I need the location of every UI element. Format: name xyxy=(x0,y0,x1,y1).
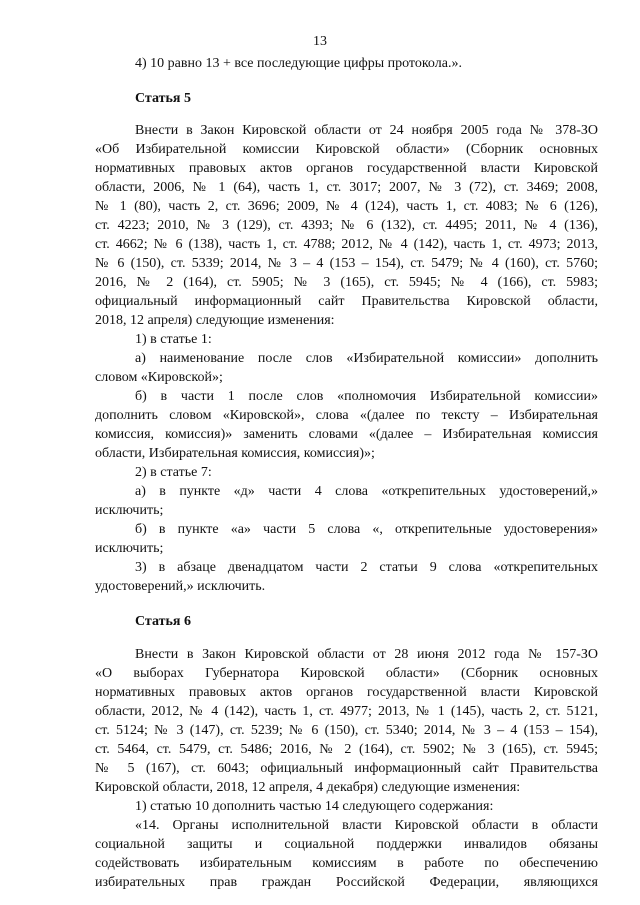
text-line: 2) в статье 7: xyxy=(135,465,212,480)
text-line: № 6 (150), ст. 5339; 2014, № 3 – 4 (153 – 154), ст. 5479; № 4 (160), ст. 5760; xyxy=(95,256,598,271)
text-line: исключить; xyxy=(95,541,164,556)
text-line: ст. 5464, ст. 5479, ст. 5486; 2016, № 2 (164), ст. 5902; № 3 (165), ст. 5945; xyxy=(95,742,598,757)
text-line: нормативных правовых актов органов государственной власти Кировской xyxy=(95,161,598,176)
text-line: комиссия, комиссия)» заменить словами «(далее – Избирательная комиссия xyxy=(95,427,598,442)
text-line: 1) в статье 1: xyxy=(135,332,212,347)
text-line: Внести в Закон Кировской области от 28 июня 2012 года № 157-ЗО xyxy=(135,647,598,662)
text-line: «Об Избирательной комиссии Кировской области» (Сборник основных xyxy=(95,142,598,157)
text-line: б) в пункте «а» части 5 слова «, открепительные удостоверения» xyxy=(135,522,598,537)
text-line: официальный информационный сайт Правительства Кировской области, xyxy=(95,294,598,309)
text-line: содействовать избирательным комиссиям в работе по обеспечению xyxy=(95,856,598,871)
text-line: удостоверений,» исключить. xyxy=(95,579,266,594)
text-line: 2018, 12 апреля) следующие изменения: xyxy=(95,313,335,328)
text-line: № 1 (80), часть 2, ст. 3696; 2009, № 4 (124), часть 1, ст. 4083; № 6 (126), xyxy=(95,199,598,214)
text-line: словом «Кировской»; xyxy=(95,370,223,385)
text-line: 4) 10 равно 13 + все последующие цифры протокола.». xyxy=(135,56,462,71)
text-line: ст. 5124; № 3 (147), ст. 5239; № 6 (150), ст. 5340; 2014, № 3 – 4 (153 – 154), xyxy=(95,723,598,738)
text-line: б) в части 1 после слов «полномочия Избирательной комиссии» xyxy=(135,389,598,404)
article-heading: Статья 5 xyxy=(135,91,191,106)
text-line: Внести в Закон Кировской области от 24 ноября 2005 года № 378-ЗО xyxy=(135,123,598,138)
text-line: 2016, № 2 (164), ст. 5905; № 3 (165), ст. 5945; № 4 (166), ст. 5983; xyxy=(95,275,598,290)
text-line: исключить; xyxy=(95,503,164,518)
text-line: № 5 (167), ст. 6043; официальный информационный сайт Правительства xyxy=(95,761,598,776)
text-line: избирательных прав граждан Российской Федерации, являющихся xyxy=(95,875,598,890)
text-line: области, 2012, № 4 (142), часть 1, ст. 4977; 2013, № 1 (145), часть 2, ст. 5121, xyxy=(95,704,598,719)
text-line: дополнить словом «Кировской», слова «(далее по тексту – Избирательная xyxy=(95,408,598,423)
text-line: 3) в абзаце двенадцатом части 2 статьи 9 слова «открепительных xyxy=(135,560,598,575)
text-line: Кировской области, 2018, 12 апреля, 4 декабря) следующие изменения: xyxy=(95,780,521,795)
text-line: нормативных правовых актов органов государственной власти Кировской xyxy=(95,685,598,700)
article-heading: Статья 6 xyxy=(135,614,191,629)
text-line: а) наименование после слов «Избирательной комиссии» дополнить xyxy=(135,351,598,366)
text-line: ст. 4223; 2010, № 3 (129), ст. 4393; № 6 (132), ст. 4495; 2011, № 4 (136), xyxy=(95,218,598,233)
text-line: области, Избирательная комиссия, комиссия)»; xyxy=(95,446,375,461)
page-number: 13 xyxy=(313,34,327,49)
text-line: социальной защиты и социальной поддержки инвалидов обязаны xyxy=(95,837,598,852)
text-line: области, 2006, № 1 (64), часть 1, ст. 3017; 2007, № 3 (72), ст. 3469; 2008, xyxy=(95,180,598,195)
text-line: «14. Органы исполнительной власти Кировской области в области xyxy=(135,818,598,833)
text-line: «О выборах Губернатора Кировской области» (Сборник основных xyxy=(95,666,598,681)
text-line: ст. 4662; № 6 (138), часть 1, ст. 4788; 2012, № 4 (142), часть 1, ст. 4973; 2013, xyxy=(95,237,598,252)
text-line: 1) статью 10 дополнить частью 14 следующего содержания: xyxy=(135,799,494,814)
text-line: а) в пункте «д» части 4 слова «открепительных удостоверений,» xyxy=(135,484,598,499)
